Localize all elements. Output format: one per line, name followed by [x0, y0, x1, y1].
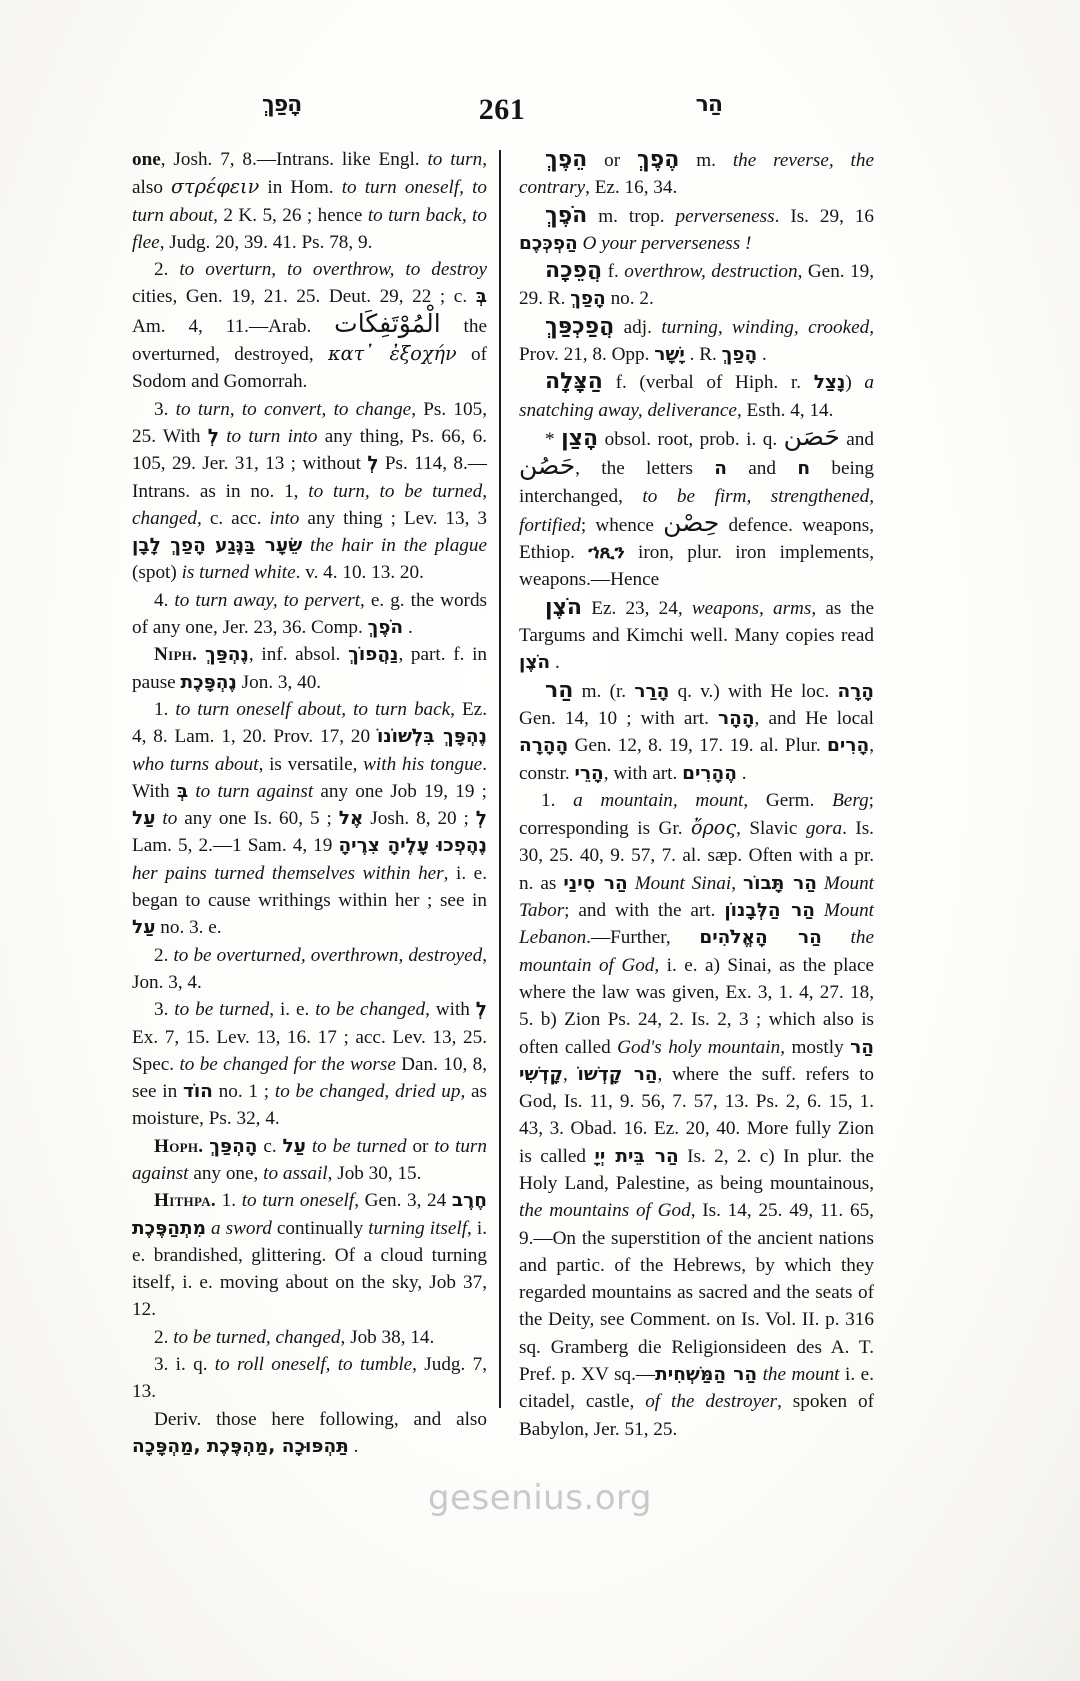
- text-run-italic: gora: [805, 818, 843, 840]
- text-run-roman: , spoken of Babylon, Jer. 51, 25.: [519, 1391, 875, 1440]
- text-run-roman: 2.: [154, 1326, 174, 1348]
- text-run-hebrew: הַר תָּבוֹר: [743, 872, 817, 894]
- text-run-italic: of the destroyer: [645, 1391, 778, 1413]
- text-run-roman: .: [550, 652, 560, 674]
- text-run-hebrew: הַפְכְּכֶם: [519, 232, 578, 254]
- text-run-roman: (spot): [132, 562, 182, 584]
- text-run-roman: defence. weapons, Ethiop.: [519, 514, 874, 564]
- text-run-roman: iron, plur. iron implements, weapons.—Hence: [519, 542, 874, 591]
- text-run-hebrew: הַר הָאֱלֹהִים: [699, 927, 822, 949]
- lexicon-paragraph-hithpa-1: [132, 1187, 487, 1323]
- text-run-roman: ; and with the art.: [564, 900, 725, 922]
- lexicon-paragraph-continued-qal-1: [132, 146, 487, 256]
- text-run-roman: , Gen. 19, 29. R.: [519, 261, 875, 310]
- text-run-smallcaps: Niph.: [154, 644, 198, 666]
- text-run-italic: to turn against: [132, 1135, 487, 1184]
- text-run-roman: Lam. 5, 2.—1 Sam. 4, 19: [132, 835, 339, 857]
- text-run-roman: , c. acc.: [197, 507, 270, 529]
- text-run-italic: Mount Tabor: [519, 872, 875, 922]
- text-run-hebrew: יָשָׁר: [654, 344, 685, 366]
- text-run-roman: , is versatile,: [258, 753, 364, 775]
- text-run-greek: ὄρος: [690, 816, 737, 840]
- text-run-italic: to turn oneself, to turn about: [132, 177, 487, 226]
- text-run-roman: , Prov. 21, 8. Opp.: [519, 316, 874, 366]
- text-run-italic: a snatching away, deliverance: [519, 372, 874, 421]
- text-run-roman: Josh. 8, 20 ;: [363, 808, 476, 830]
- text-run-hebrew: הָרָה: [837, 680, 874, 702]
- text-run-roman: any thing, Ps. 66, 6. 105, 29. Jer. 31, 13 ; without: [132, 425, 488, 475]
- text-run-roman: q. v.) with He loc.: [669, 680, 838, 702]
- text-run-italic: Mount Sinai: [627, 872, 732, 894]
- text-run-roman: or: [406, 1135, 435, 1157]
- text-run-hebrew: נַהֲפוֹךְ: [348, 644, 399, 666]
- text-run-hebrew: נֶהְפָּכֶת: [180, 671, 237, 693]
- text-run-roman: , as moisture, Ps. 32, 4.: [132, 1081, 487, 1130]
- text-run-roman: no. 3. e.: [155, 917, 222, 939]
- lexicon-paragraph-entry-hatsan: [519, 421, 874, 594]
- text-run-hebrew: הָפַךְ: [721, 344, 758, 366]
- text-run-roman: . R.: [684, 344, 722, 366]
- text-run-italic: to be turned: [174, 999, 270, 1021]
- text-run-italic: a mountain, mount: [573, 789, 744, 811]
- text-run-roman: , the letters: [575, 458, 715, 480]
- running-head: [132, 92, 872, 136]
- text-run-roman: . Is. 29, 16: [774, 205, 874, 227]
- text-run-italic: to turn, to convert, to change: [175, 398, 412, 420]
- text-run-hebrew: הַר קָדְשִׁי: [519, 1036, 874, 1085]
- text-run-hebrew: הָהָרָה: [519, 735, 569, 757]
- text-run-italic: to turn into: [218, 425, 318, 447]
- text-run-italic: to turn, to be turned, changed: [132, 480, 487, 529]
- text-run-hebrew: הָרִים: [827, 735, 870, 757]
- text-run-roman: . v. 4. 10. 13. 20.: [295, 562, 424, 584]
- text-run-roman: .: [757, 344, 767, 366]
- text-run-roman: , and He local: [754, 707, 874, 729]
- text-run-smallcaps: Hoph.: [154, 1135, 204, 1157]
- text-run-roman: , part. f. in pause: [132, 644, 487, 693]
- text-run-hebrew: הַר בֵּית יְיָ: [594, 1145, 679, 1167]
- lexicon-paragraph-hithpa-2: [132, 1324, 487, 1351]
- text-run-roman: , Gen. 3, 24: [354, 1190, 452, 1212]
- lexicon-paragraph-har-1: [519, 787, 874, 1443]
- text-run-hebrew: הוֹד: [182, 1081, 213, 1103]
- site-watermark: gesenius.org: [428, 1478, 652, 1518]
- text-run-roman: , e. g. the words of any one, Jer. 23, 36. Comp.: [132, 589, 487, 639]
- text-run-roman: , Ps. 105, 25. With: [132, 398, 487, 447]
- text-run-arabic: حَصَن: [783, 421, 840, 451]
- column-divider-rule: [499, 150, 501, 1408]
- text-run-roman: , Judg. 20, 39. 41. Ps. 78, 9.: [159, 231, 373, 253]
- text-run-roman: no. 1 ;: [212, 1081, 275, 1103]
- text-run-hebrew: עַל: [282, 1135, 306, 1157]
- text-run-italic: to be changed, dried up: [274, 1081, 461, 1103]
- text-run-roman: , constr.: [519, 735, 874, 784]
- lexicon-paragraph-entry-hophek: [519, 202, 874, 258]
- text-run-italic: to turn oneself: [241, 1190, 355, 1212]
- lexicon-paragraph-niph-head: [132, 641, 487, 696]
- text-run-hebrew: ח: [797, 458, 811, 480]
- text-run-roman: . With: [132, 753, 487, 802]
- text-run-roman: , Job 30, 15.: [327, 1162, 422, 1184]
- text-run-hebrew-lemma: הֲפֵכָה: [545, 258, 603, 284]
- text-run-italic: Berg: [832, 789, 869, 811]
- text-run-hebrew: הַר הַלְּבָנוֹן: [724, 900, 815, 922]
- text-run-roman: , i. e. brandished, glittering. Of a cloud turning itself, i. e. moving about on the sky, Job 37, 12.: [132, 1217, 487, 1321]
- text-run-hebrew-lemma: הֹצֶן: [545, 594, 583, 620]
- lexicon-paragraph-qal-3: [132, 396, 487, 587]
- text-run-roman: Gen. 12, 8. 19, 17. 19. al. Plur.: [568, 735, 828, 757]
- text-run-hebrew: הֶהָרִים: [682, 762, 737, 784]
- text-run-hebrew: לְ: [367, 453, 379, 475]
- text-run-hebrew: ה: [714, 458, 727, 480]
- text-run-arabic: حَصُن: [519, 451, 576, 481]
- text-run-roman: ; whence: [580, 514, 664, 536]
- text-run-italic: to assail: [263, 1162, 328, 1184]
- text-run-roman: , i. e. a) Sinai, as the place where the law was given, Ex. 3, 1. 4, 27. 18, 5. b) Zion Ps. 24, 2. Is. 2, 3 ; which also is often called: [519, 954, 874, 1058]
- text-run-hebrew-lemma: הַר: [545, 677, 574, 703]
- text-run-italic: to roll oneself, to tumble: [214, 1354, 413, 1376]
- text-run-hebrew: לְ: [207, 425, 219, 447]
- text-run-italic: to be changed: [315, 999, 426, 1021]
- text-run-italic: to: [155, 808, 178, 830]
- text-run-roman: Is. 2, 2. c) In plur. the Holy Land, Palestine, as being mountainous,: [519, 1145, 874, 1194]
- lexicon-paragraph-niph-1: [132, 696, 487, 942]
- text-run-italic: who turns about: [132, 753, 259, 775]
- text-run-roman: 3.: [154, 999, 175, 1021]
- text-run-roman: c.: [257, 1135, 283, 1157]
- text-run-roman: 1.: [216, 1190, 242, 1212]
- text-run-hebrew: חֶרֶב מִתְהַפֶּכֶת: [132, 1190, 488, 1239]
- text-run-italic: overthrow, destruction: [624, 261, 798, 283]
- lexicon-paragraph-niph-2: [132, 942, 487, 997]
- lexicon-paragraph-entry-hapakpak: [519, 313, 874, 369]
- text-run-hebrew: לְ: [475, 999, 487, 1021]
- text-run-roman: .: [736, 762, 747, 784]
- text-run-roman: adj.: [614, 316, 662, 338]
- text-run-italic: the mountains of God: [519, 1200, 691, 1222]
- text-run-roman: 3. i. q.: [154, 1354, 215, 1376]
- text-run-hebrew-lemma: הֶפֶךְ: [637, 147, 680, 172]
- lexicon-paragraph-entry-hephek: [519, 146, 874, 202]
- text-run-roman: Ez. 23, 24,: [582, 597, 692, 619]
- lexicon-paragraph-qal-4: [132, 587, 487, 642]
- text-run-hebrew: עַל: [132, 808, 156, 830]
- text-run-italic: into: [269, 507, 300, 529]
- text-run-hebrew-lemma: הֲפַכְפַּךְ: [545, 313, 615, 339]
- text-run-roman: Gen. 14, 10 ; with art.: [519, 707, 718, 729]
- text-run-roman: obsol. root, prob. i. q.: [598, 428, 784, 450]
- text-run-hebrew: נֶהֶפְכוּ עָלֶיהָ צִרֶיהָ: [338, 835, 487, 857]
- lexicon-paragraph-qal-2: [132, 256, 487, 395]
- text-run-italic: perverseness: [675, 205, 775, 227]
- text-run-roman: , where the suff. refers to God, Is. 11, 9. 56, 7. 57, 13. Ps. 2, 6. 15, 1. 43, 3. Obad. 16. Ez. 20, 40. More fully Zion is called: [519, 1063, 875, 1167]
- text-run-roman: 2.: [154, 259, 180, 281]
- text-run-roman: m.: [679, 150, 733, 171]
- text-run-roman: , Slavic: [736, 818, 806, 840]
- text-run-roman: . Is. 30, 25. 40, 9. 57, 7. al. sæp. Often with a pr. n. as: [519, 818, 874, 894]
- text-run-roman: Deriv. those here following, and also: [154, 1408, 487, 1430]
- text-run-roman: , Ez. 4, 8. Lam. 1, 20. Prov. 17, 20: [132, 698, 487, 748]
- text-run-italic: the mountain of God: [519, 927, 874, 976]
- text-run-hebrew: הָהְפַּךְ: [209, 1135, 258, 1157]
- text-run-roman: ): [845, 372, 865, 394]
- text-run-roman: *: [545, 428, 562, 450]
- text-run-hebrew: עַל: [132, 917, 156, 939]
- text-run-roman: the overturned, destroyed,: [132, 315, 487, 366]
- text-run-italic: to turn back, to flee: [132, 204, 487, 253]
- text-columns: [132, 146, 875, 1457]
- text-run-italic: a sword: [206, 1217, 272, 1239]
- text-run-roman: , also: [132, 149, 487, 199]
- text-run-roman: Jon. 3, 40.: [236, 671, 322, 693]
- text-run-hebrew-lemma: הַצָּלָה: [545, 369, 603, 395]
- text-run-roman: , Jon. 3, 4.: [132, 944, 487, 993]
- text-run-roman: , Germ.: [743, 789, 833, 811]
- text-run-arabic: الْمُوْتَفِكَات: [334, 308, 441, 338]
- text-run-roman: , with art.: [603, 762, 683, 784]
- text-run-roman: , as the Targums and Kimchi well. Many copies read: [519, 597, 874, 647]
- text-run-roman: being interchanged,: [519, 458, 874, 507]
- text-run-hebrew: הֹפֶךְ: [367, 617, 404, 639]
- text-run-hebrew: נֶהְפַּךְ: [204, 644, 249, 666]
- text-run-roman: cities, Gen. 19, 21. 25. Deut. 29, 22 ; c.: [132, 286, 476, 308]
- text-run-roman: and: [726, 458, 798, 480]
- text-run-italic: to be changed for the worse: [179, 1053, 396, 1075]
- text-run-italic: God's holy mountain: [617, 1036, 781, 1058]
- text-run-roman: 2.: [154, 944, 174, 966]
- text-run-italic: the mount: [757, 1364, 840, 1386]
- text-run-roman: , inf. absol.: [248, 644, 349, 666]
- left-text-column: [132, 146, 488, 1457]
- text-run-hebrew: הֹצֶן: [519, 652, 551, 674]
- text-run-hebrew: שֵׂעָר בַּנֶּגַע הָפַךְ לָבָן: [132, 535, 303, 557]
- running-head-left-lemma: הָפַךְ: [262, 92, 302, 117]
- text-run-greek: στρέφειν: [171, 175, 260, 199]
- text-run-italic: with his tongue: [363, 753, 483, 775]
- text-run-roman: .: [348, 1435, 359, 1457]
- text-run-italic: to turn: [427, 149, 483, 170]
- text-run-roman: , i. e.: [269, 999, 316, 1021]
- text-run-roman: .—Further,: [586, 927, 700, 949]
- text-run-roman: m. (r.: [573, 680, 635, 702]
- text-run-hebrew: הָרֵי: [574, 762, 604, 784]
- lexicon-paragraph-hithpa-3: [132, 1351, 487, 1406]
- text-run-roman: f.: [602, 261, 625, 283]
- text-run-hebrew-lemma: הֹפֶךְ: [545, 202, 588, 228]
- text-run-hebrew: הַר הַמַּשְׁחִית: [655, 1364, 758, 1386]
- running-head-right-lemma: הַר: [695, 92, 722, 117]
- page-number: 261: [478, 93, 526, 126]
- text-run-roman: 1.: [541, 789, 574, 811]
- text-run-hebrew: הָפַךְ: [570, 288, 606, 310]
- text-run-roman: , mostly: [780, 1036, 851, 1058]
- text-run-hebrew: הָהָר: [717, 707, 755, 729]
- text-run-greek: κατ᾽ ἐξοχήν: [328, 342, 457, 366]
- text-run-hebrew: הַר קָדְשׁוֹ: [577, 1063, 658, 1085]
- text-run-roman: or: [587, 150, 638, 171]
- text-run-italic: the reverse, the contrary: [519, 150, 874, 199]
- text-run-hebrew: הָרַר: [634, 680, 670, 702]
- text-run-roman: , Ez. 16, 34.: [585, 177, 678, 199]
- text-run-hebrew-lemma: הֵפֶךְ: [545, 147, 588, 172]
- text-run-roman: any one Job 19, 19 ;: [313, 780, 487, 802]
- text-run-roman: no. 2.: [605, 288, 654, 310]
- text-run-roman: , Esth. 4, 14.: [736, 399, 834, 421]
- text-run-roman: in Hom.: [259, 177, 342, 199]
- text-run-roman: ,: [731, 872, 744, 894]
- text-run-roman: i. e. citadel, castle,: [519, 1364, 874, 1413]
- text-run-italic: her pains turned themselves within her: [132, 862, 444, 884]
- text-run-italic: O your perverseness !: [577, 232, 752, 254]
- lexicon-paragraph-niph-3: [132, 996, 487, 1132]
- lexicon-paragraph-entry-har: [519, 677, 874, 787]
- text-run-roman: any thing ; Lev. 13, 3: [299, 507, 487, 529]
- text-run-roman: , Is. 14, 25. 49, 11. 65, 9.—On the superstition of the ancient nations and partic. of the Hebrews, by which they regarded mountains as sacred and the seats of the Deity, see Comment. on Is. Vol. II. p. 316 sq. Gramberg die Religionsideen des A. T. Pref. p. XV sq.—: [519, 1200, 874, 1386]
- text-run-hebrew: הַר סִינַי: [563, 872, 628, 894]
- text-run-roman: and: [839, 428, 874, 450]
- text-run-hebrew: לְ: [475, 808, 487, 830]
- text-run-roman: Ps. 114, 8.—Intrans. as in no. 1,: [132, 453, 487, 502]
- text-run-roman: , Job 38, 14.: [340, 1326, 435, 1348]
- text-run-roman: , Josh. 7, 8.—Intrans. like Engl.: [160, 149, 428, 170]
- text-run-roman: , with: [425, 999, 476, 1021]
- lexicon-paragraph-entry-hapekah: [519, 257, 874, 313]
- text-run-roman: f. (verbal of Hiph. r.: [602, 372, 814, 394]
- text-run-italic: to turn oneself about, to turn back: [175, 698, 451, 720]
- text-run-smallcaps: Hithpa.: [154, 1190, 217, 1212]
- text-run-roman: 1.: [154, 698, 176, 720]
- text-run-italic: weapons, arms: [691, 597, 812, 619]
- lexicon-paragraph-entry-hatsalah: [519, 368, 874, 424]
- text-run-roman: 3.: [154, 398, 176, 420]
- text-run-italic: Mount Lebanon: [519, 900, 874, 949]
- text-run-roman: ,: [562, 1063, 578, 1085]
- text-run-hebrew: אֶל: [338, 808, 364, 830]
- text-run-italic: to be overturned, overthrown, destroyed: [173, 944, 483, 966]
- text-run-arabic: حِصْن: [663, 507, 720, 537]
- text-run-roman: , 2 K. 5, 26 ; hence: [213, 204, 368, 226]
- text-run-italic: to overturn, to overthrow, to destroy: [179, 259, 488, 281]
- text-run-italic: the hair in the plague: [302, 535, 487, 557]
- lexicon-paragraph-entry-hotsen: [519, 594, 874, 677]
- text-run-roman: Ex. 7, 15. Lev. 13, 16. 17 ; acc. Lev. 13, 25. Spec.: [132, 1026, 487, 1075]
- text-run-hebrew-lemma: הָצַן: [561, 425, 599, 451]
- text-run-ethiopic: ኀጺን: [588, 541, 625, 564]
- text-run-hebrew: נָצַל: [813, 372, 846, 394]
- text-run-roman: continually: [271, 1217, 369, 1239]
- text-run-italic: to be firm, strengthened, fortified: [519, 485, 874, 536]
- text-run-italic: to turn away, to pervert: [174, 589, 361, 611]
- text-run-italic: is turned white: [181, 562, 296, 584]
- text-run-bold: one: [132, 149, 161, 170]
- text-run-hebrew: תַּהְפּוּכָה ,מַהְפֶּכֶת ,מַהְפָּכָה: [132, 1435, 349, 1457]
- text-run-hebrew: נֶהְפָּךְ בִּלְשׁוֹנוֹ: [376, 726, 487, 748]
- text-run-roman: any one,: [188, 1162, 264, 1184]
- text-run-roman: Am. 4, 11.—Arab.: [132, 315, 335, 337]
- text-run-italic: to be turned: [305, 1135, 407, 1157]
- text-run-italic: to turn against: [188, 780, 314, 802]
- text-run-italic: turning, winding, crooked: [661, 316, 870, 338]
- text-run-roman: , Judg. 7, 13.: [132, 1354, 487, 1403]
- text-run-roman: ; corresponding is Gr.: [519, 789, 875, 840]
- text-run-roman: m. trop.: [587, 205, 676, 227]
- text-run-hebrew: בְּ: [475, 286, 487, 308]
- text-run-italic: turning itself: [368, 1217, 468, 1239]
- text-run-roman: .: [403, 617, 413, 639]
- text-run-roman: of Sodom and Gomorrah.: [132, 344, 487, 393]
- text-run-roman: 4.: [154, 589, 175, 611]
- text-run-roman: , i. e. began to cause writhings within her ; see in: [132, 862, 487, 912]
- text-run-roman: [197, 644, 205, 665]
- lexicon-paragraph-hoph: [132, 1133, 487, 1188]
- text-run-hebrew: בְּ: [176, 780, 189, 802]
- text-run-roman: any one Is. 60, 5 ;: [177, 808, 339, 830]
- text-run-roman: Dan. 10, 8, see in: [132, 1053, 487, 1103]
- text-run-italic: to be turned, changed: [173, 1326, 341, 1348]
- right-text-column: [519, 146, 875, 1440]
- lexicon-paragraph-deriv: [132, 1406, 487, 1461]
